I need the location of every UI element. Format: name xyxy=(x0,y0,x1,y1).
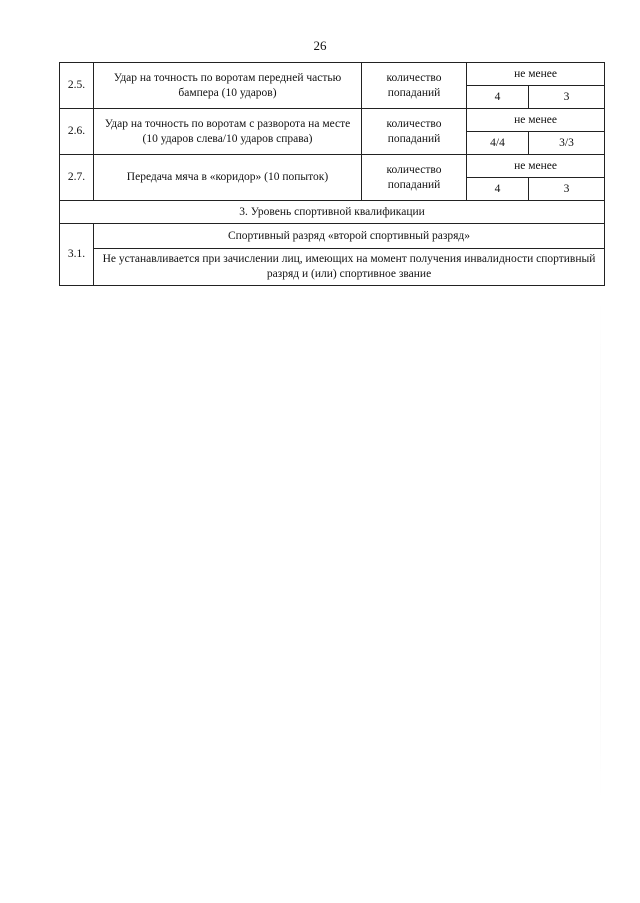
table-row xyxy=(60,224,605,249)
row-number: 2.7. xyxy=(60,155,94,201)
norm-header: не менее xyxy=(467,109,605,132)
table-row xyxy=(60,63,605,86)
norms-table xyxy=(59,62,605,286)
norm-value-1: 4/4 xyxy=(467,132,529,155)
norm-value-2: 3 xyxy=(529,86,605,109)
norm-value-2: 3/3 xyxy=(529,132,605,155)
exercise-name: Удар на точность по воротам передней частью бампера (10 ударов) xyxy=(94,63,362,109)
norm-header: не менее xyxy=(467,155,605,178)
page-number: 26 xyxy=(313,38,327,53)
section-row xyxy=(60,201,605,224)
exercise-name: Удар на точность по воротам с разворота на месте (10 ударов слева/10 ударов справа) xyxy=(94,109,362,155)
norm-header: не менее xyxy=(467,63,605,86)
table-row xyxy=(60,155,605,178)
norm-value-1: 4 xyxy=(467,86,529,109)
norm-value-1: 4 xyxy=(467,178,529,201)
scan-artifact xyxy=(600,300,601,800)
rank-note: Не устанавливается при зачислении лиц, имеющих на момент получения инвалидности спортивный разряд и (или) спортивное звание xyxy=(94,249,605,286)
norm-value-2: 3 xyxy=(529,178,605,201)
row-number: 2.6. xyxy=(60,109,94,155)
row-number: 3.1. xyxy=(60,224,94,286)
sport-rank: Спортивный разряд «второй спортивный разряд» xyxy=(94,224,605,249)
unit-cell: количество попаданий xyxy=(362,63,467,109)
unit-cell: количество попаданий xyxy=(362,155,467,201)
unit-cell: количество попаданий xyxy=(362,109,467,155)
exercise-name: Передача мяча в «коридор» (10 попыток) xyxy=(94,155,362,201)
table-row xyxy=(60,249,605,286)
section-title: 3. Уровень спортивной квалификации xyxy=(60,201,605,224)
row-number: 2.5. xyxy=(60,63,94,109)
table-row xyxy=(60,109,605,132)
